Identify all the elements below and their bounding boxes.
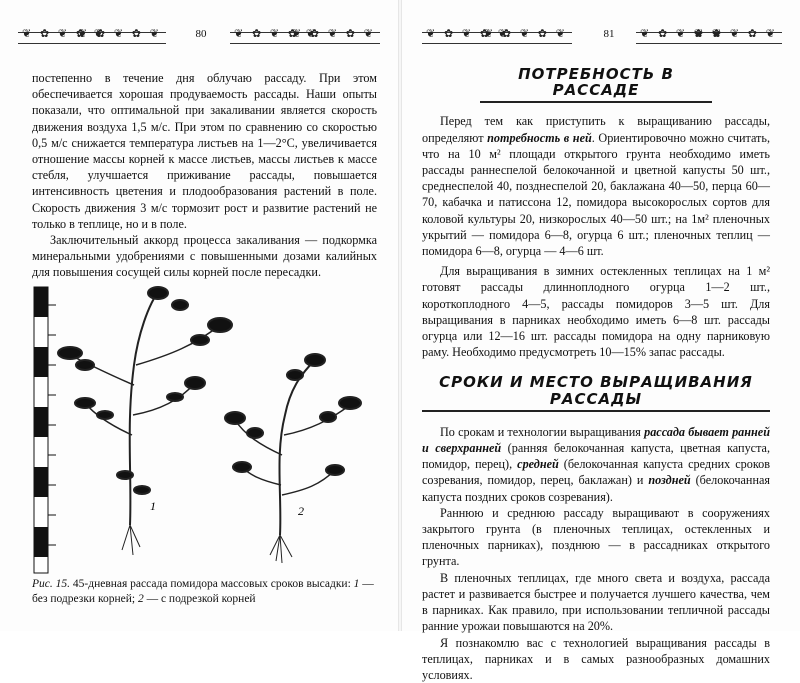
text-run: (ранняя белокочанная капуста, цветная капуста, помидор, перец), [422,441,770,471]
tomato-seedlings-photo [30,285,375,577]
figure-caption [32,577,377,606]
ornament-right [636,32,782,44]
label-plant-1: 1 [150,499,156,513]
paragraph: постепенно в течение дня облучаю рассаду. При этом обеспечивается хорошая продуваемость рассады. Наши опыты показали, что оптимальной при закаливании является скорость движения воздуха 1,5 м/с. При этом по сравнению со скоростью 0,5 м/с снижается температура листьев на 1—2°С, увеличивается отношение массы корней к массе листьев, массы листьев к массе стебля, улучшается приживание рассады, повышается интенсивность цветения и плодообразования растений в поле. Скорость движения 3 м/с тормозит рост и развитие растений не только в теплице, но и в поле. [32,70,377,232]
emphasis: потребность в ней [487,131,592,145]
paragraph: Заключительный аккорд процесса закаливания — подкормка минеральными удобрениями с повышенными дозами калийных для повышения сосущей силы корней после пересадки. [32,232,377,281]
plant-2 [225,354,361,563]
text-run: По срокам и технологии выращивания [440,425,644,439]
text-run: (белокочанная капуста поздних сроков созревания). [422,473,770,503]
paragraph [422,113,770,259]
paragraph: Раннюю и среднюю рассаду выращивают в сооружениях закрытого грунта (в пленочных теплицах, остекленных и пленочных парниках), позднюю — в рассадниках открытого грунта. [422,505,770,570]
paragraph: В пленочных теплицах, где много света и воздуха, рассада растет и развивается быстрее и получается лучшего качества, чем в парниках. Как правило, при использовании тепличной рассады ранние урожаи повышаются на 20%. [422,570,770,635]
left-header [18,18,382,48]
ornament-right [230,32,380,44]
caption-text: 45-дневная рассада помидора массовых сроков высадки: [73,578,351,590]
emphasis: рассада бывает ранней и сверхранней [422,425,770,455]
plant-1 [58,287,232,555]
label-plant-2: 2 [298,504,304,518]
caption-item2-text: — с подрезкой корней [147,593,256,605]
text-run: Перед тем как приступить к выращиванию рассады, определяют [422,114,770,144]
left-page [0,0,400,631]
ruler [34,287,56,573]
right-text [422,66,770,683]
emphasis: поздней [648,473,690,487]
caption-prefix: Рис. 15. [32,578,70,590]
text-run: (белокочанная капуста средних сроков созревания, помидор, перец, баклажан) и [422,457,770,487]
page-number-right: 81 [594,28,624,40]
ornament-left [18,32,166,44]
paragraph: Я познакомлю вас с технологией выращивания рассады в теплицах, парниках и в самых разнообразных домашних условиях. [422,635,770,683]
heading-need-for-seedlings: ПОТРЕБНОСТЬ В РАССАДЕ [480,66,712,103]
left-text [32,70,377,281]
heading-timing-and-place: СРОКИ И МЕСТО ВЫРАЩИВАНИЯ РАССАДЫ [422,374,770,411]
caption-item2-num: 2 [138,593,144,605]
ornament-left [422,32,572,44]
caption-item1-num: 1 [354,578,360,590]
emphasis: средней [517,457,559,471]
paragraph: Для выращивания в зимних остекленных теплицах на 1 м² готовят рассады длинноплодного огурца 1—2 шт., короткоплодного 4—5, рассады помидоров 3—5 шт. Для выращивания в парниках необходимо иметь 6—8 шт. рассады огурца или 12—16 шт. рассады помидора на одну парниковую раму. Необходимо предусмотреть 10—15% запас рассады. [422,263,770,360]
right-page [400,0,800,631]
caption-item1-text: — без подрезки корней; [32,578,374,605]
paragraph [422,424,770,505]
page-number-left: 80 [186,28,216,40]
right-header [418,18,782,48]
text-run: . Ориентировочно можно считать, что на 10 м² площади открытого грунта необходимо иметь рассады раннеспелой белокочанной и цветной капусты 50 шт., среднеспелой 40, позднеспелой 20, баклажана 40—50, перца 60—70, кабачка и патиссона 12, помидора высокорослых сортов для коловой культуры 20, низкорослых 40—50 шт.; на 1м² пленочных укрытий — помидора 6—8, огурца 6 шт.; пленочных теплиц — помидора 6—8, огурца — 4—6 шт. [422,131,770,258]
